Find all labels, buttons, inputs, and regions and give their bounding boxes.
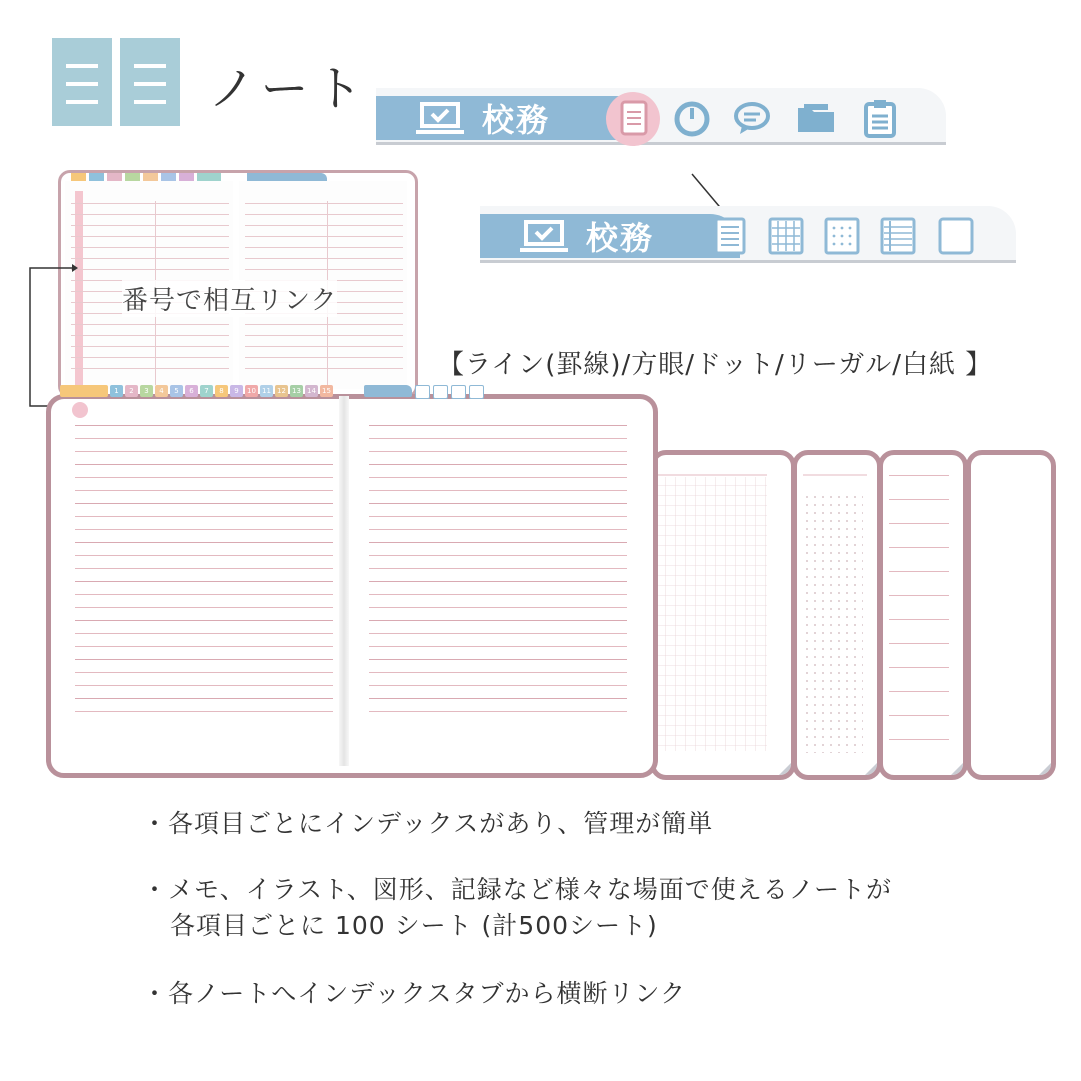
index-tab-number[interactable]: 5 [170, 385, 183, 397]
ruled-line [75, 568, 333, 569]
ruled-line [369, 542, 627, 543]
index-tab-number[interactable]: 6 [185, 385, 198, 397]
preview-school-tab [247, 173, 327, 181]
feature-bullet-sheet-count: 各項目ごとに 100 シート (計500シート) [170, 911, 658, 940]
legal-ruled-line [889, 595, 949, 596]
main-notebook-spread [46, 394, 658, 778]
index-tab-home[interactable] [60, 385, 108, 397]
preview-ruled-line [245, 269, 403, 270]
legal-ruled-line [889, 667, 949, 668]
ruled-line [75, 607, 333, 608]
index-tab-number[interactable]: 3 [140, 385, 153, 397]
school-sub-tab[interactable] [415, 385, 430, 399]
school-sub-tab[interactable] [469, 385, 484, 399]
ruled-line [75, 646, 333, 647]
preview-ruled-line [71, 269, 229, 270]
ruled-line [369, 581, 627, 582]
page-marker-circle[interactable] [72, 402, 88, 418]
preview-ruled-line [245, 214, 403, 215]
ruled-line [369, 464, 627, 465]
legal-ruled-line [889, 475, 949, 476]
chat-bubble-icon[interactable] [732, 98, 772, 138]
notebook-spine [339, 396, 349, 766]
legal-page-icon[interactable] [878, 216, 918, 256]
blank-page-icon[interactable] [936, 216, 976, 256]
preview-ruled-line [245, 203, 403, 204]
sheet-dot [792, 450, 882, 780]
ruled-line [369, 685, 627, 686]
preview-ruled-line [245, 368, 403, 369]
ruled-line [369, 698, 627, 699]
index-tab-number[interactable]: 8 [215, 385, 228, 397]
ruled-line [75, 516, 333, 517]
ruled-line [75, 581, 333, 582]
paper-types-label: 【ライン(罫線)/方眼/ドット/リーガル/白紙 】 [438, 350, 993, 380]
index-tab-number[interactable]: 15 [320, 385, 333, 397]
preview-ruled-line [71, 203, 229, 204]
preview-ruled-line [245, 225, 403, 226]
index-tab-number[interactable]: 14 [305, 385, 318, 397]
school-sub-tab[interactable] [451, 385, 466, 399]
ruled-line [369, 451, 627, 452]
preview-ruled-line [245, 357, 403, 358]
preview-ruled-line [71, 335, 229, 336]
ruled-line [369, 529, 627, 530]
preview-ruled-line [71, 357, 229, 358]
legal-ruled-line [889, 571, 949, 572]
ruled-line [369, 490, 627, 491]
tabbar-paper-types [480, 206, 1016, 260]
ruled-line [369, 516, 627, 517]
index-tab-number[interactable]: 2 [125, 385, 138, 397]
ruled-line [75, 503, 333, 504]
school-sub-tab[interactable] [433, 385, 448, 399]
sheet-grid [650, 450, 796, 780]
index-tab-number[interactable]: 10 [245, 385, 258, 397]
preview-ruled-line [71, 368, 229, 369]
preview-ruled-line [71, 225, 229, 226]
preview-ruled-line [245, 258, 403, 259]
ruled-line [369, 620, 627, 621]
ruled-line [369, 607, 627, 608]
ruled-line [369, 594, 627, 595]
legal-ruled-line [889, 691, 949, 692]
feature-bullet-uses: ・メモ、イラスト、図形、記録など様々な場面で使えるノートが [142, 875, 893, 904]
feature-bullet-index: ・各項目ごとにインデックスがあり、管理が簡単 [142, 809, 714, 838]
ruled-line [75, 464, 333, 465]
ruled-line [75, 529, 333, 530]
preview-ruled-line [71, 236, 229, 237]
tab-label: 校務 [482, 101, 551, 139]
index-tab-number[interactable]: 7 [200, 385, 213, 397]
preview-ruled-line [245, 247, 403, 248]
ruled-line [75, 555, 333, 556]
legal-ruled-line [889, 643, 949, 644]
ruled-line [369, 659, 627, 660]
ruled-line [75, 620, 333, 621]
preview-ruled-line [245, 335, 403, 336]
school-tab-strip [364, 385, 484, 399]
legal-ruled-line [889, 547, 949, 548]
clock-icon[interactable] [672, 98, 712, 138]
ruled-line [369, 711, 627, 712]
legal-ruled-line [889, 499, 949, 500]
ruled-line [369, 672, 627, 673]
ruled-line [75, 685, 333, 686]
ruled-line [75, 425, 333, 426]
clipboard-icon[interactable] [860, 98, 900, 138]
legal-ruled-line [889, 523, 949, 524]
school-tab[interactable] [364, 385, 412, 397]
laptop-check-icon [520, 218, 568, 254]
ruled-line [75, 477, 333, 478]
preview-ruled-line [245, 324, 403, 325]
laptop-check-icon [416, 100, 464, 136]
school-affairs-tab[interactable] [480, 214, 740, 258]
grid-page-icon[interactable] [766, 216, 806, 256]
index-tab-number[interactable]: 13 [290, 385, 303, 397]
folder-icon[interactable] [796, 98, 836, 138]
preview-ruled-line [245, 346, 403, 347]
ruled-line [369, 438, 627, 439]
preview-ruled-line [71, 346, 229, 347]
index-tab-number[interactable]: 9 [230, 385, 243, 397]
dot-page-icon[interactable] [822, 216, 862, 256]
legal-ruled-line [889, 739, 949, 740]
ruled-line [75, 451, 333, 452]
ruled-line [369, 633, 627, 634]
preview-ruled-line [71, 247, 229, 248]
ruled-line [369, 503, 627, 504]
tabbar-top [376, 88, 946, 142]
preview-ruled-line [71, 324, 229, 325]
index-tab-number[interactable]: 4 [155, 385, 168, 397]
ruled-line [75, 659, 333, 660]
preview-index-tabs [71, 173, 221, 181]
ruled-line [369, 477, 627, 478]
page-title: ノート [208, 61, 369, 117]
ruled-line [75, 633, 333, 634]
preview-ruled-line [245, 236, 403, 237]
ruled-line [75, 594, 333, 595]
index-tab-number[interactable]: 12 [275, 385, 288, 397]
legal-ruled-line [889, 715, 949, 716]
ruled-line [369, 555, 627, 556]
legal-ruled-line [889, 619, 949, 620]
preview-ruled-line [71, 214, 229, 215]
sheet-blank [966, 450, 1056, 780]
sheet-legal [878, 450, 968, 780]
note-icon[interactable] [614, 98, 654, 138]
index-tab-number[interactable]: 1 [110, 385, 123, 397]
ruled-line [75, 438, 333, 439]
ruled-line [75, 672, 333, 673]
ruled-line [75, 490, 333, 491]
open-book-icon [52, 36, 180, 128]
ruled-line [75, 542, 333, 543]
tab-label: 校務 [586, 219, 655, 257]
ruled-line [75, 711, 333, 712]
lined-page-icon[interactable] [710, 216, 750, 256]
index-tab-strip [60, 385, 333, 399]
ruled-line [369, 568, 627, 569]
preview-ruled-line [71, 258, 229, 259]
cross-link-label: 番号で相互リンク [122, 280, 337, 317]
ruled-line [75, 698, 333, 699]
feature-bullet-cross-link: ・各ノートへインデックスタブから横断リンク [142, 979, 687, 1008]
ruled-line [369, 646, 627, 647]
index-tab-number[interactable]: 11 [260, 385, 273, 397]
ruled-line [369, 425, 627, 426]
